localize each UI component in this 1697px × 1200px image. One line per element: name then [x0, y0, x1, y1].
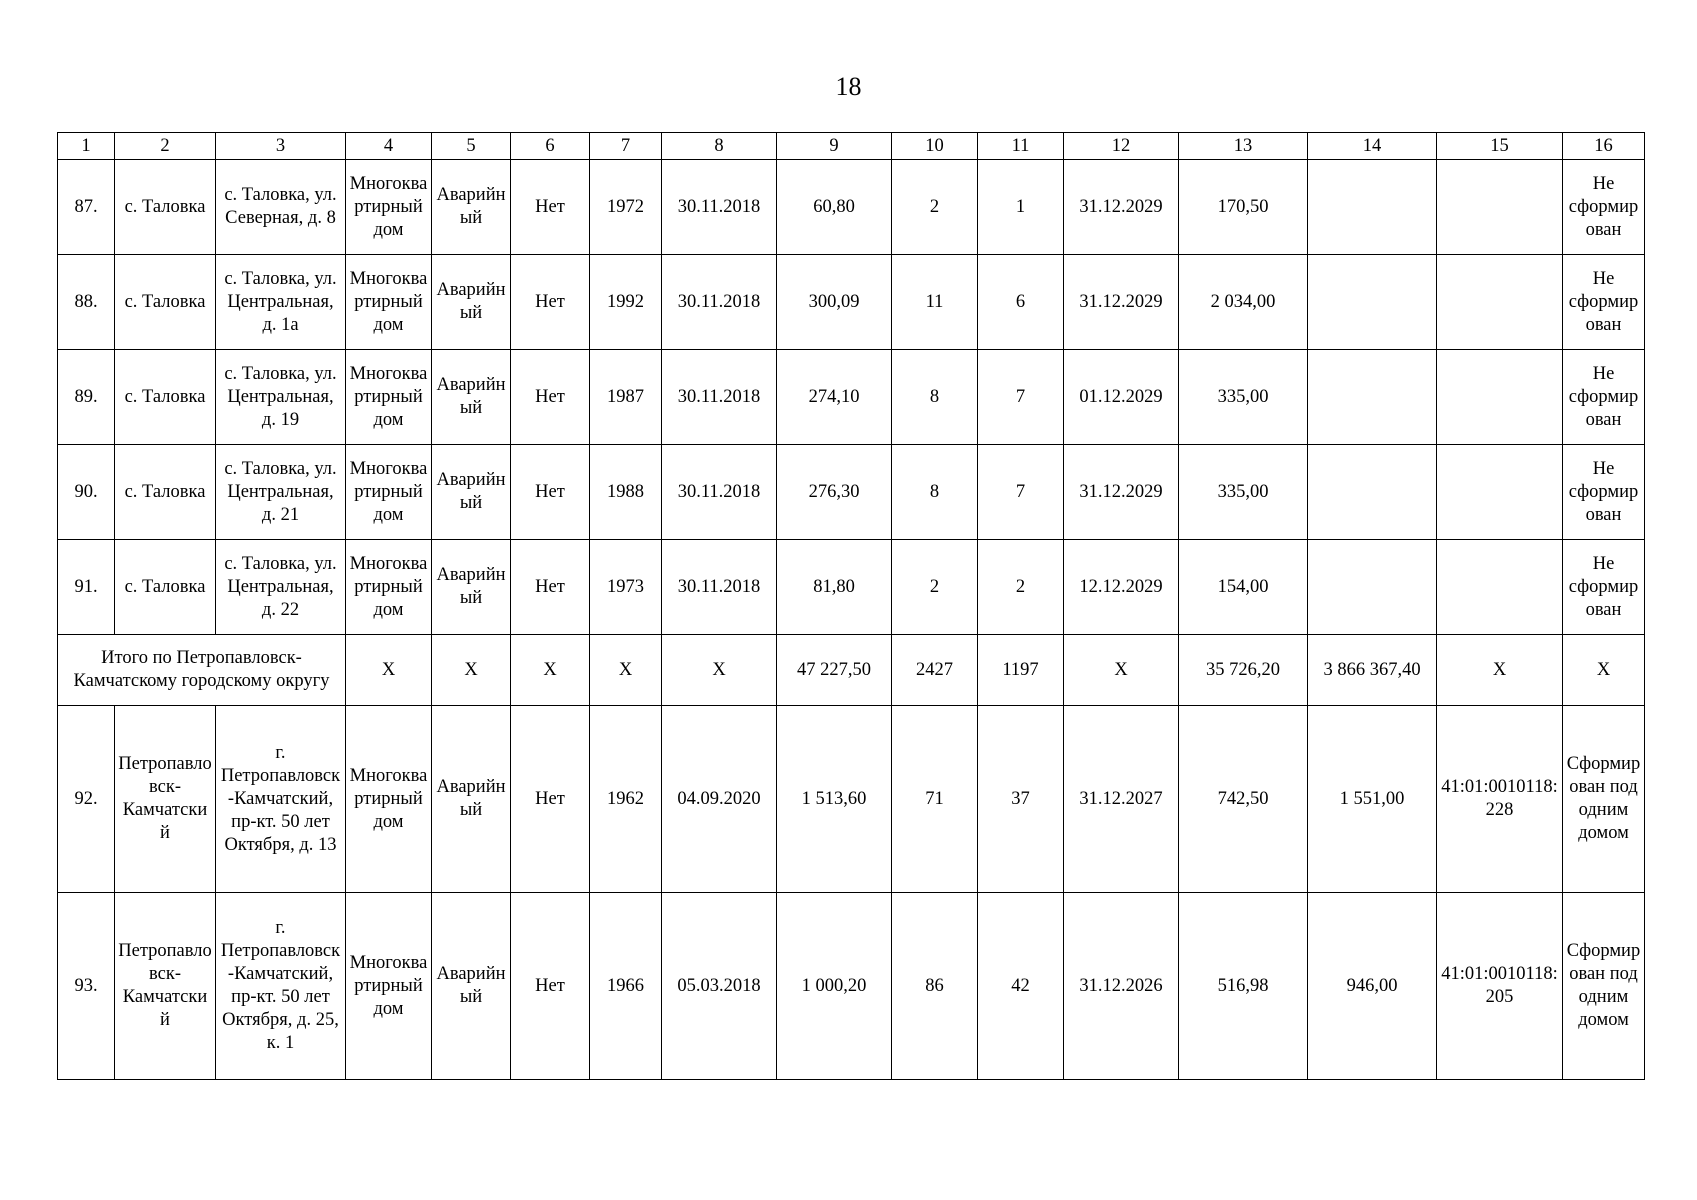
apartments-cell: 6 [978, 255, 1064, 350]
residents-cell: 71 [892, 706, 978, 893]
table-row [58, 160, 1645, 255]
cadastral-value-cell [1308, 350, 1437, 445]
total-area-cell: 274,10 [777, 350, 892, 445]
cadastral-value-cell: 946,00 [1308, 893, 1437, 1080]
address-cell: с. Таловка, ул. Центральная, д. 1а [216, 255, 346, 350]
total-value-cell: X [662, 635, 777, 706]
year-built-cell: 1987 [590, 350, 662, 445]
relocation-deadline-cell: 31.12.2027 [1064, 706, 1179, 893]
recognition-date-cell: 30.11.2018 [662, 255, 777, 350]
address-cell: с. Таловка, ул. Центральная, д. 21 [216, 445, 346, 540]
residents-cell: 8 [892, 445, 978, 540]
apartments-cell: 42 [978, 893, 1064, 1080]
address-cell: с. Таловка, ул. Центральная, д. 19 [216, 350, 346, 445]
condition-cell: Аварийный [432, 706, 511, 893]
cadastral-value-cell: 1 551,00 [1308, 706, 1437, 893]
settlement-cell: с. Таловка [115, 445, 216, 540]
building-type-cell: Многоквартирный дом [346, 540, 432, 635]
table-row [58, 445, 1645, 540]
table-row [58, 350, 1645, 445]
relocation-flag-cell: Нет [511, 445, 590, 540]
total-value-cell: X [346, 635, 432, 706]
total-label-cell: Итого по Петропавловск-Камчатскому городскому округу [58, 635, 346, 706]
column-number-header: 2 [115, 133, 216, 160]
condition-cell: Аварийный [432, 540, 511, 635]
year-built-cell: 1972 [590, 160, 662, 255]
settlement-cell: с. Таловка [115, 350, 216, 445]
apartments-cell: 7 [978, 445, 1064, 540]
column-number-header: 4 [346, 133, 432, 160]
total-value-cell: X [1563, 635, 1645, 706]
settlement-cell: Петропавловск-Камчатский [115, 706, 216, 893]
cadastral-number-cell [1437, 350, 1563, 445]
relocation-flag-cell: Нет [511, 160, 590, 255]
column-number-header: 13 [1179, 133, 1308, 160]
settlement-cell: Петропавловск-Камчатский [115, 893, 216, 1080]
total-area-cell: 1 000,20 [777, 893, 892, 1080]
land-status-cell: Сформирован под одним домом [1563, 706, 1645, 893]
relocation-flag-cell: Нет [511, 350, 590, 445]
year-built-cell: 1992 [590, 255, 662, 350]
building-type-cell: Многоквартирный дом [346, 350, 432, 445]
relocation-deadline-cell: 31.12.2026 [1064, 893, 1179, 1080]
land-status-cell: Не сформирован [1563, 540, 1645, 635]
recognition-date-cell: 04.09.2020 [662, 706, 777, 893]
land-area-cell: 154,00 [1179, 540, 1308, 635]
land-status-cell: Не сформирован [1563, 255, 1645, 350]
recognition-date-cell: 05.03.2018 [662, 893, 777, 1080]
land-area-cell: 742,50 [1179, 706, 1308, 893]
relocation-deadline-cell: 12.12.2029 [1064, 540, 1179, 635]
building-type-cell: Многоквартирный дом [346, 255, 432, 350]
column-number-header: 8 [662, 133, 777, 160]
address-cell: с. Таловка, ул. Северная, д. 8 [216, 160, 346, 255]
total-area-cell: 81,80 [777, 540, 892, 635]
land-status-cell: Не сформирован [1563, 350, 1645, 445]
settlement-cell: с. Таловка [115, 160, 216, 255]
land-status-cell: Не сформирован [1563, 160, 1645, 255]
residents-cell: 2 [892, 160, 978, 255]
total-value-cell: 47 227,50 [777, 635, 892, 706]
total-area-cell: 60,80 [777, 160, 892, 255]
residents-cell: 86 [892, 893, 978, 1080]
column-number-header: 6 [511, 133, 590, 160]
housing-registry-table [57, 132, 1645, 1080]
table-row [58, 540, 1645, 635]
header-row [58, 133, 1645, 160]
recognition-date-cell: 30.11.2018 [662, 540, 777, 635]
residents-cell: 2 [892, 540, 978, 635]
column-number-header: 5 [432, 133, 511, 160]
cadastral-value-cell [1308, 255, 1437, 350]
total-value-cell: 1197 [978, 635, 1064, 706]
total-area-cell: 276,30 [777, 445, 892, 540]
relocation-flag-cell: Нет [511, 706, 590, 893]
residents-cell: 11 [892, 255, 978, 350]
column-number-header: 14 [1308, 133, 1437, 160]
condition-cell: Аварийный [432, 445, 511, 540]
apartments-cell: 2 [978, 540, 1064, 635]
total-value-cell: X [590, 635, 662, 706]
total-area-cell: 1 513,60 [777, 706, 892, 893]
row-number-cell: 88. [58, 255, 115, 350]
apartments-cell: 7 [978, 350, 1064, 445]
land-area-cell: 170,50 [1179, 160, 1308, 255]
row-number-cell: 87. [58, 160, 115, 255]
year-built-cell: 1988 [590, 445, 662, 540]
cadastral-value-cell [1308, 540, 1437, 635]
land-status-cell: Не сформирован [1563, 445, 1645, 540]
address-cell: г. Петропавловск-Камчатский, пр-кт. 50 лет Октября, д. 25, к. 1 [216, 893, 346, 1080]
recognition-date-cell: 30.11.2018 [662, 445, 777, 540]
condition-cell: Аварийный [432, 350, 511, 445]
condition-cell: Аварийный [432, 893, 511, 1080]
total-value-cell: 3 866 367,40 [1308, 635, 1437, 706]
relocation-deadline-cell: 01.12.2029 [1064, 350, 1179, 445]
year-built-cell: 1973 [590, 540, 662, 635]
residents-cell: 8 [892, 350, 978, 445]
total-value-cell: X [1437, 635, 1563, 706]
apartments-cell: 1 [978, 160, 1064, 255]
relocation-deadline-cell: 31.12.2029 [1064, 445, 1179, 540]
row-number-cell: 90. [58, 445, 115, 540]
recognition-date-cell: 30.11.2018 [662, 350, 777, 445]
column-number-header: 12 [1064, 133, 1179, 160]
building-type-cell: Многоквартирный дом [346, 893, 432, 1080]
relocation-deadline-cell: 31.12.2029 [1064, 160, 1179, 255]
relocation-flag-cell: Нет [511, 255, 590, 350]
year-built-cell: 1966 [590, 893, 662, 1080]
land-area-cell: 516,98 [1179, 893, 1308, 1080]
row-number-cell: 89. [58, 350, 115, 445]
land-area-cell: 335,00 [1179, 350, 1308, 445]
total-row [58, 635, 1645, 706]
table-row [58, 706, 1645, 893]
building-type-cell: Многоквартирный дом [346, 160, 432, 255]
table-row [58, 255, 1645, 350]
cadastral-number-cell [1437, 445, 1563, 540]
column-number-header: 11 [978, 133, 1064, 160]
land-status-cell: Сформирован под одним домом [1563, 893, 1645, 1080]
relocation-flag-cell: Нет [511, 540, 590, 635]
recognition-date-cell: 30.11.2018 [662, 160, 777, 255]
cadastral-number-cell: 41:01:0010118:205 [1437, 893, 1563, 1080]
row-number-cell: 92. [58, 706, 115, 893]
column-number-header: 3 [216, 133, 346, 160]
year-built-cell: 1962 [590, 706, 662, 893]
row-number-cell: 93. [58, 893, 115, 1080]
total-value-cell: 2427 [892, 635, 978, 706]
column-number-header: 10 [892, 133, 978, 160]
building-type-cell: Многоквартирный дом [346, 706, 432, 893]
land-area-cell: 335,00 [1179, 445, 1308, 540]
cadastral-number-cell [1437, 540, 1563, 635]
table-row [58, 893, 1645, 1080]
total-value-cell: X [1064, 635, 1179, 706]
settlement-cell: с. Таловка [115, 255, 216, 350]
column-number-header: 16 [1563, 133, 1645, 160]
row-number-cell: 91. [58, 540, 115, 635]
cadastral-value-cell [1308, 160, 1437, 255]
column-number-header: 1 [58, 133, 115, 160]
column-number-header: 9 [777, 133, 892, 160]
building-type-cell: Многоквартирный дом [346, 445, 432, 540]
condition-cell: Аварийный [432, 160, 511, 255]
apartments-cell: 37 [978, 706, 1064, 893]
relocation-deadline-cell: 31.12.2029 [1064, 255, 1179, 350]
cadastral-value-cell [1308, 445, 1437, 540]
cadastral-number-cell: 41:01:0010118:228 [1437, 706, 1563, 893]
address-cell: г. Петропавловск-Камчатский, пр-кт. 50 лет Октября, д. 13 [216, 706, 346, 893]
condition-cell: Аварийный [432, 255, 511, 350]
address-cell: с. Таловка, ул. Центральная, д. 22 [216, 540, 346, 635]
total-area-cell: 300,09 [777, 255, 892, 350]
settlement-cell: с. Таловка [115, 540, 216, 635]
cadastral-number-cell [1437, 160, 1563, 255]
column-number-header: 7 [590, 133, 662, 160]
page-number: 18 [835, 72, 862, 101]
total-value-cell: X [511, 635, 590, 706]
total-value-cell: X [432, 635, 511, 706]
relocation-flag-cell: Нет [511, 893, 590, 1080]
total-value-cell: 35 726,20 [1179, 635, 1308, 706]
land-area-cell: 2 034,00 [1179, 255, 1308, 350]
cadastral-number-cell [1437, 255, 1563, 350]
column-number-header: 15 [1437, 133, 1563, 160]
